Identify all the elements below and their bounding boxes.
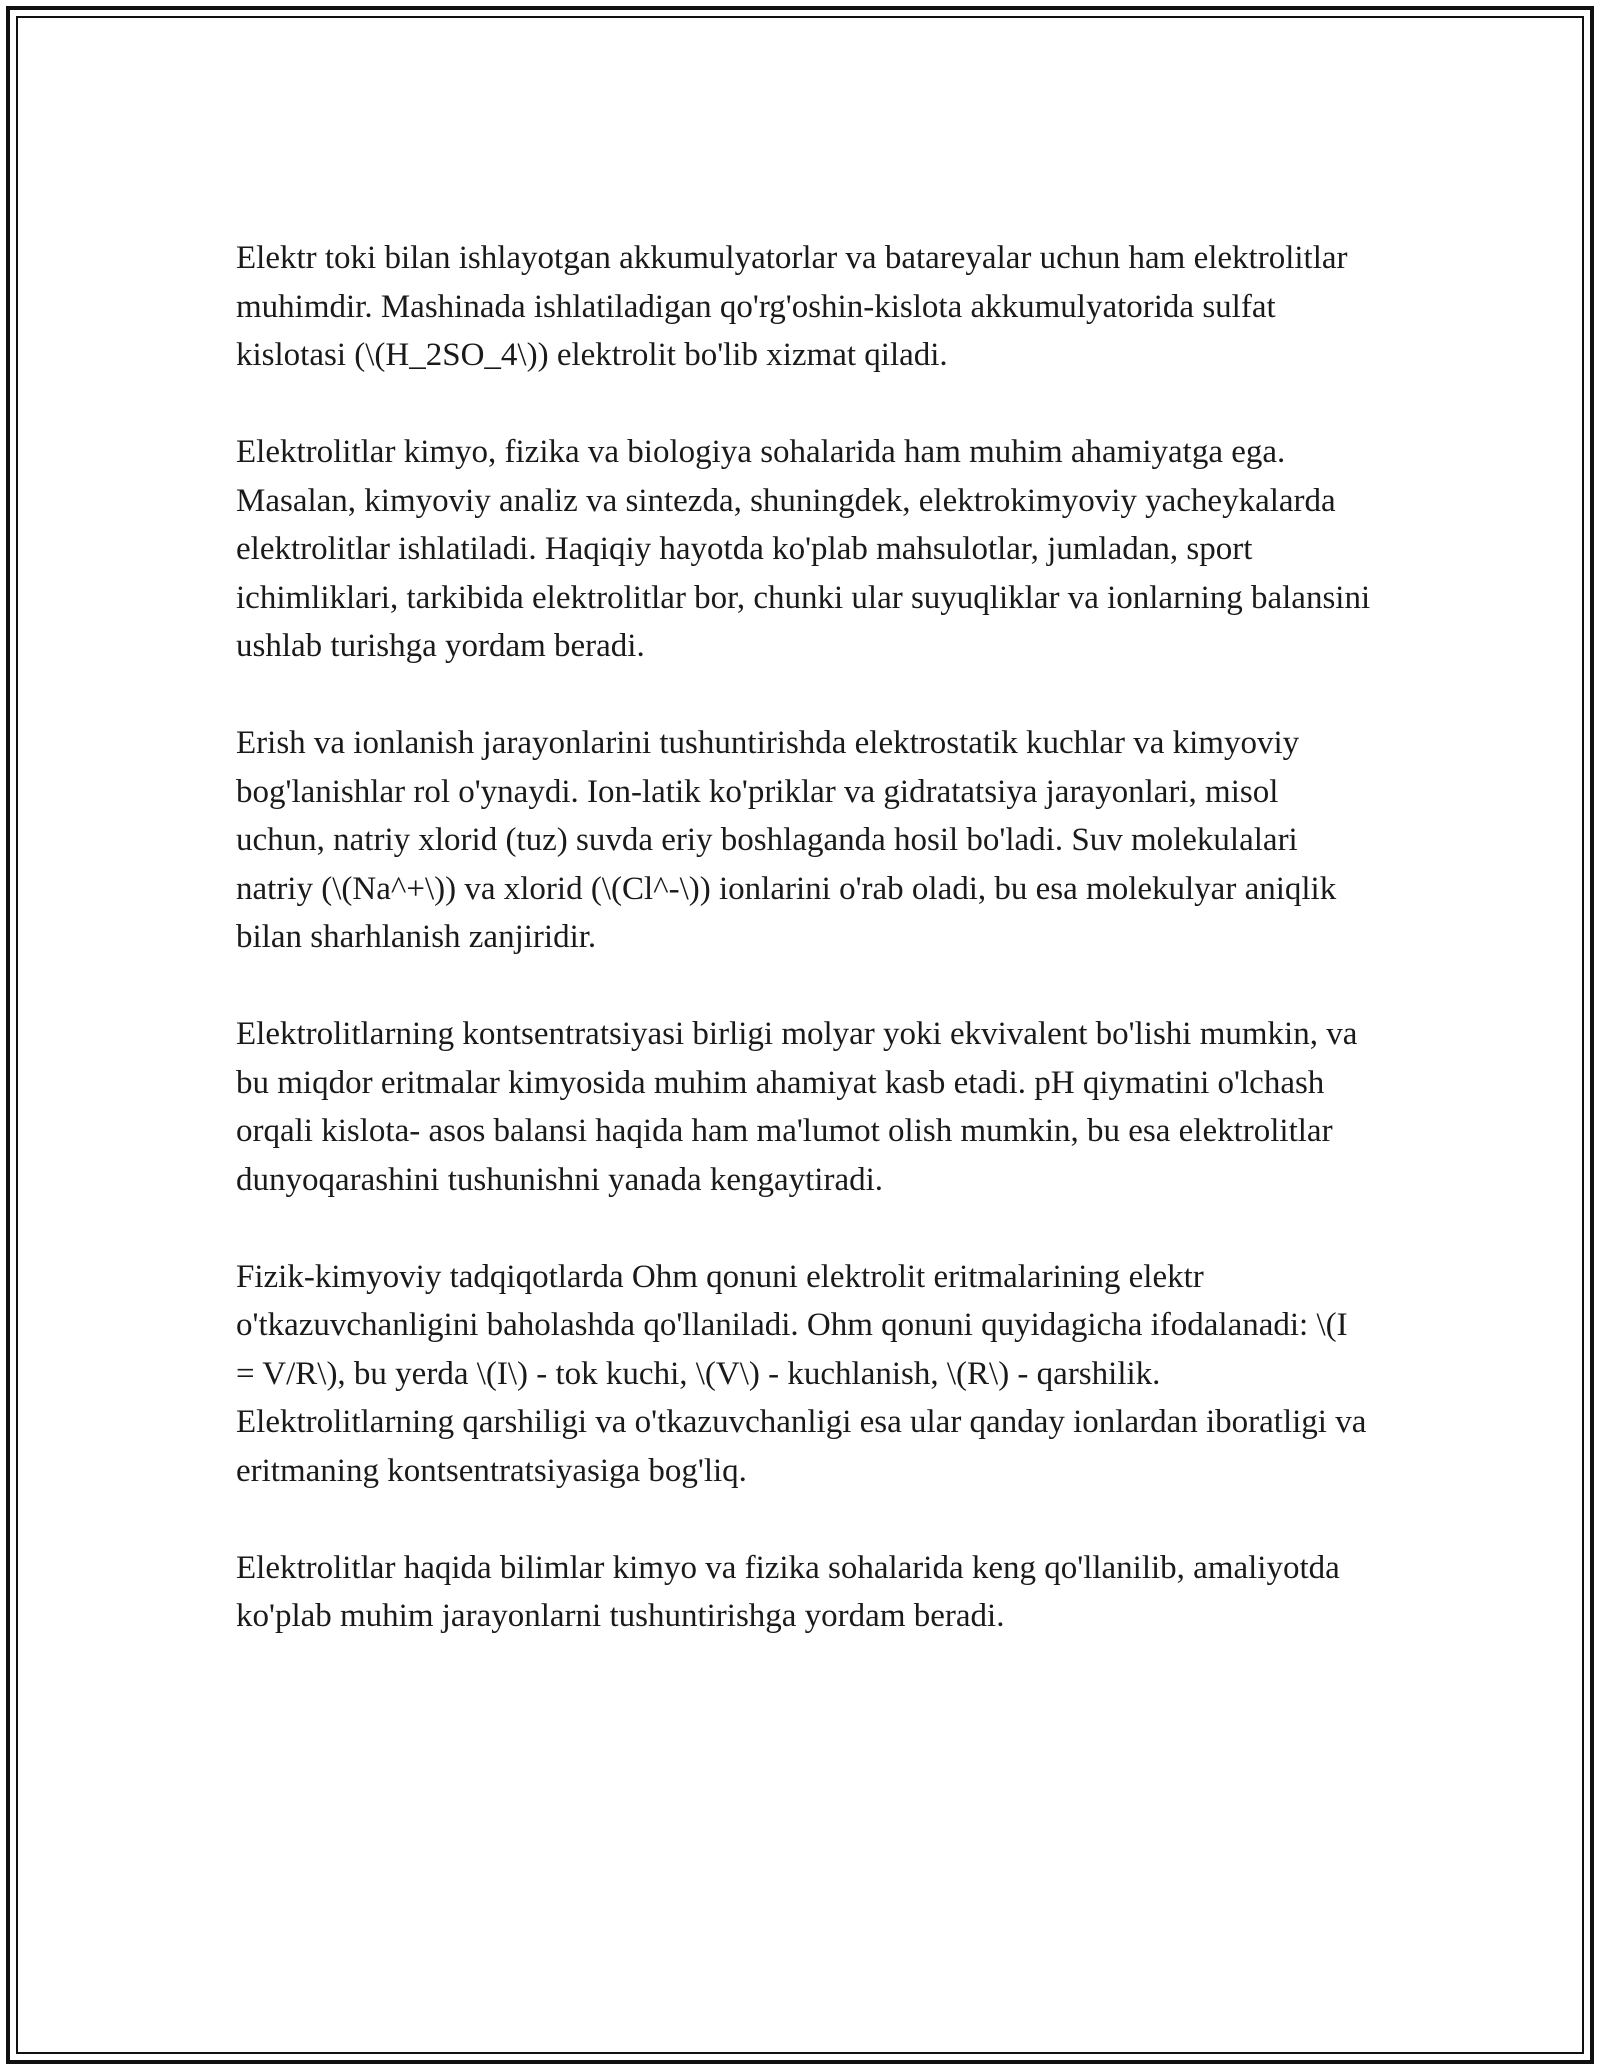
document-body [236, 234, 1372, 1689]
paragraph-3: Erish va ionlanish jarayonlarini tushuntirishda elektrostatik kuchlar va kimyoviy bog'lanishlar rol o'ynaydi. Ion-latik ko'priklar va gidratatsiya jarayonlari, misol uchun, natriy xlorid (tuz) suvda eriy boshlaganda hosil bo'ladi. Suv molekulalari natriy (\(Na^+\)) va xlorid (\(Cl^-\)) ionlarini o'rab oladi, bu esa molekulyar aniqlik bilan sharhlanish zanjiridir. [236, 725, 1337, 955]
paragraph-6: Elektrolitlar haqida bilimlar kimyo va fizika sohalarida keng qo'llanilib, amaliyotda ko'plab muhim jarayonlarni tushuntirishga yordam beradi. [236, 1549, 1340, 1634]
paragraph-1: Elektr toki bilan ishlayotgan akkumulyatorlar va batareyalar uchun ham elektrolitlar muhimdir. Mashinada ishlatiladigan qo'rg'oshin-kislota akkumulyatorida sulfat kislotasi (\(H_2SO_4\)) elektrolit bo'lib xizmat qiladi. [236, 240, 1348, 373]
paragraph-4: Elektrolitlarning kontsentratsiyasi birligi molyar yoki ekvivalent bo'lishi mumkin, va bu miqdor eritmalar kimyosida muhim ahamiyat kasb etadi. pH qiymatini o'lchash orqali kislota- asos balansi haqida ham ma'lumot olish mumkin, bu esa elektrolitlar dunyoqarashini tushunishni yanada kengaytiradi. [236, 1016, 1358, 1198]
paragraph-5: Fizik-kimyoviy tadqiqotlarda Ohm qonuni elektrolit eritmalarining elektr o'tkazuvchanligini baholashda qo'llaniladi. Ohm qonuni quyidagicha ifodalanadi: \(I = V/R\), bu yerda \(I\) - tok kuchi, \(V\) - kuchlanish, \(R\) - qarshilik. Elektrolitlarning qarshiligi va o'tkazuvchanligi esa ular qanday ionlardan iboratligi va eritmaning kontsentratsiyasiga bog'liq. [236, 1258, 1367, 1489]
paragraph-2: Elektrolitlar kimyo, fizika va biologiya sohalarida ham muhim ahamiyatga ega. Masalan, kimyoviy analiz va sintezda, shuningdek, elektrokimyoviy yacheykalarda elektrolitlar ishlatiladi. Haqiqiy hayotda ko'plab mahsulotlar, jumladan, sport ichimliklari, tarkibida elektrolitlar bor, chunki ular suyuqliklar va ionlarning balansini ushlab turishga yordam beradi. [236, 434, 1371, 664]
